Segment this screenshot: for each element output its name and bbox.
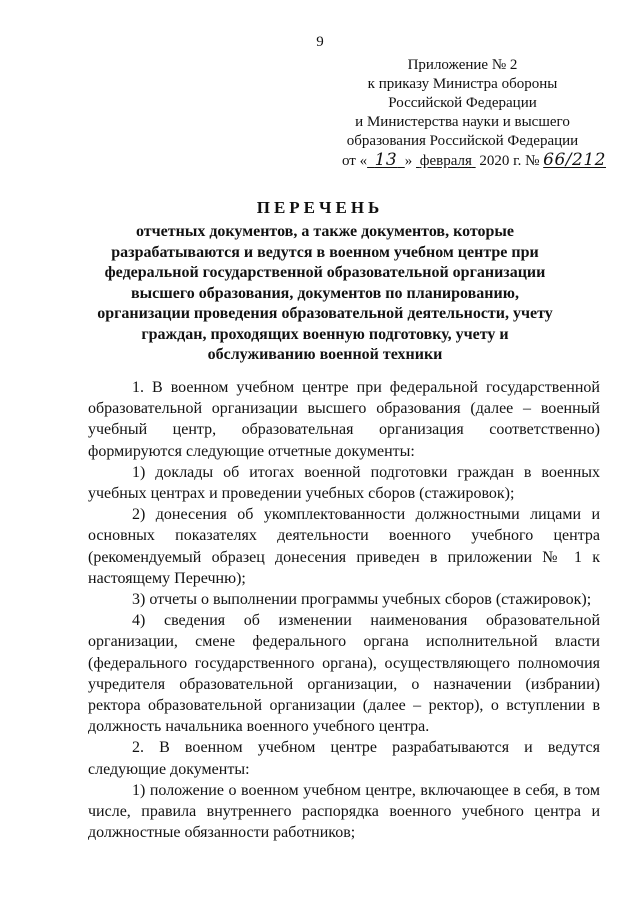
appendix-federation: Российской Федерации bbox=[388, 95, 537, 111]
paragraph-1-item-3: 3) отчеты о выполнении программы учебных сборов (стажировок); bbox=[132, 591, 592, 609]
appendix-ministry-federation: образования Российской Федерации bbox=[346, 133, 579, 149]
paragraph-1-item-1: 1) доклады об итогах военной подготовки граждан в военных учебных центрах и проведении учебных сборов (стажировок); bbox=[88, 463, 600, 503]
paragraph-2: 2. В военном учебном центре разрабатываются и ведутся следующие документы: bbox=[88, 739, 600, 778]
appendix-title: Приложение № 2 bbox=[407, 57, 518, 73]
order-day: 13 bbox=[374, 150, 398, 170]
paragraph-2-item-1: 1) положение о военном учебном центре, включающее в себя, в том числе, правила внутреннего распорядка военного учебного центра и должностные обязанности работников; bbox=[88, 781, 600, 842]
order-sep: » bbox=[404, 153, 413, 169]
document-subtitle: отчетных документов, а также документов, которые разрабатываются и ведутся в военном учебном центре при федеральной государственной образовательной организации высшего образования, документов по планированию, организации проведения образовательной деятельности, учету граждан, проходящих военную подготовку, учету и обслуживанию военной техники bbox=[97, 223, 553, 363]
appendix-header bbox=[320, 56, 605, 171]
document-body bbox=[88, 377, 600, 843]
order-month: февраля bbox=[419, 153, 472, 169]
order-month-blank bbox=[416, 152, 476, 171]
document-title: ПЕРЕЧЕНЬ bbox=[256, 198, 384, 217]
order-prefix: от « bbox=[342, 153, 368, 169]
order-number: 66/212 bbox=[543, 150, 606, 170]
order-day-blank bbox=[367, 151, 405, 171]
order-date-line bbox=[320, 151, 605, 171]
paragraph-1-item-2: 2) донесения об укомплектованности должностными лицами и основных показателях деятельности военного учебного центра (рекомендуемый образец донесения приведен в приложении № 1 к настоящему Перечню); bbox=[88, 506, 600, 587]
order-year: 2020 г. № bbox=[479, 153, 540, 169]
appendix-order-ref: к приказу Министра обороны bbox=[367, 76, 558, 92]
page-number: 9 bbox=[316, 34, 324, 50]
paragraph-1: 1. В военном учебном центре при федеральной государственной образовательной организации высшего образования (далее – военный учебный центр, образовательная организация соответственно) формируются следующие отчетные документы: bbox=[88, 379, 600, 460]
appendix-ministry: и Министерства науки и высшего bbox=[355, 114, 570, 130]
paragraph-1-item-4: 4) сведения об изменении наименования образовательной организации, смене федерального органа исполнительной власти (федерального государственного органа), осуществляющего полномочия учредителя образовательной организации, о назначении (избрании) ректора образовательной организации (далее – ректор), о вступлении в должность начальника военного учебного центра. bbox=[88, 612, 600, 736]
